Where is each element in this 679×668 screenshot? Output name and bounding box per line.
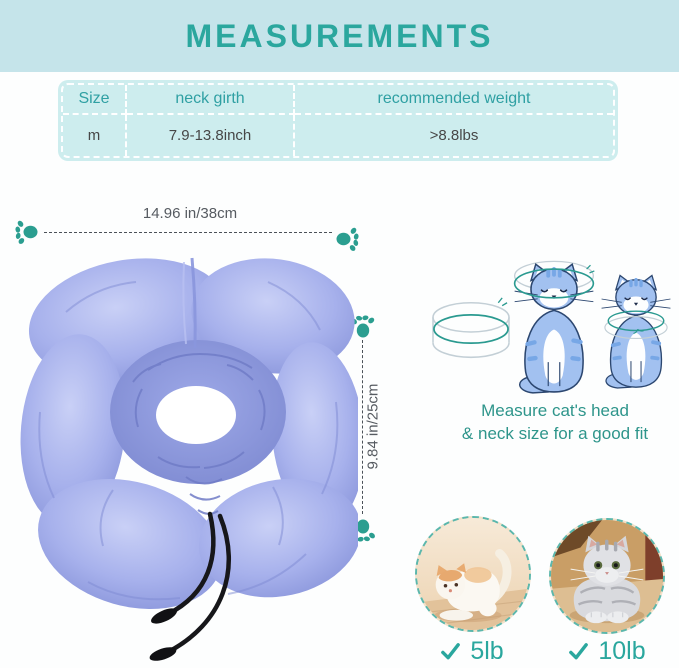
cat-photo-5lb — [415, 516, 531, 632]
width-dimension-line — [44, 232, 332, 233]
cat-head-measure-illustration — [506, 260, 602, 400]
size-table-header-recommended-weight: recommended weight — [295, 85, 613, 115]
cat-photo-10lb — [549, 518, 665, 634]
check-icon — [568, 641, 589, 662]
measure-tip-line2: & neck size for a good fit — [461, 424, 649, 443]
measure-tip-line1: Measure cat's head — [481, 401, 629, 420]
size-table-cell-neck-girth: 7.9-13.8inch — [127, 115, 295, 156]
page-title: MEASUREMENTS — [185, 17, 494, 54]
weight-label-10lb: 10lb — [598, 637, 646, 665]
measuring-ring-illustration — [428, 293, 514, 369]
size-table-header-size: Size — [63, 85, 127, 115]
height-dimension-label: 9.84 in/25cm — [364, 383, 382, 470]
size-table — [58, 80, 618, 161]
measure-tip-text — [430, 399, 679, 445]
paw-icon — [334, 226, 360, 252]
weight-label-5lb: 5lb — [470, 637, 504, 665]
weight-badge-10lb — [547, 637, 667, 666]
paw-icon — [14, 219, 40, 245]
cat-neck-measure-illustration — [594, 266, 678, 400]
height-dimension-line — [362, 340, 363, 514]
header-banner — [0, 0, 679, 72]
size-table-cell-recommended-weight: >8.8lbs — [429, 127, 479, 144]
width-dimension-label: 14.96 in/38cm — [142, 205, 238, 222]
weight-badge-5lb — [412, 637, 532, 666]
cat-photo-illustration — [551, 520, 663, 632]
collar-product-image — [18, 252, 358, 667]
size-table-header-neck-girth: neck girth — [127, 85, 295, 115]
size-table-grid — [61, 83, 615, 158]
kitten-photo-illustration — [417, 518, 529, 630]
check-icon — [440, 641, 461, 662]
size-table-cell-size: m — [63, 115, 127, 156]
